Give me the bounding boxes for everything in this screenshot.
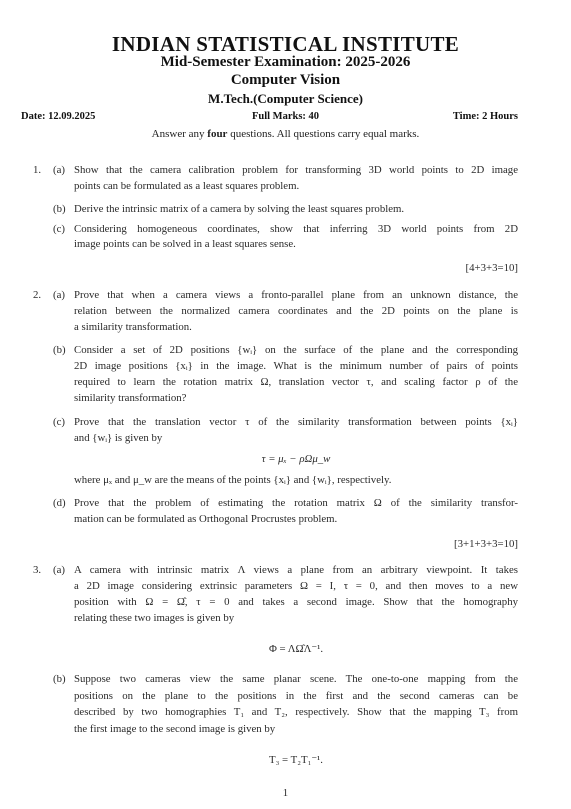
question-text: the first image to the second image is given by <box>74 723 276 735</box>
question-text: where μₓ and μ_w are the means of the points {xᵢ} and {wᵢ}, respectively. <box>74 474 392 486</box>
course-name: Computer Vision <box>230 72 341 88</box>
question-text: required to learn the rotation matrix Ω, translation vector τ, and scaling factor ρ of the <box>74 376 518 388</box>
question-text: relating these two images is given by <box>74 612 235 624</box>
page-number: 1 <box>282 787 289 799</box>
question-text: a similarity transformation. <box>74 321 192 333</box>
marks-allocation: [3+1+3+3=10] <box>454 538 518 550</box>
exam-title: Mid-Semester Examination: 2025-2026 <box>160 54 411 70</box>
question-text: Show that the camera calibration problem for transforming 3D world points to 2D image <box>74 164 518 176</box>
question-text: Consider a set of 2D positions {wᵢ} on the surface of the plane and the corresponding <box>74 344 518 356</box>
question-number: 1. <box>33 164 42 176</box>
part-label: (a) <box>53 564 65 576</box>
instructions: Answer any four questions. All questions carry equal marks. <box>151 128 420 140</box>
question-text: 2D image positions {xᵢ} in the image. What is the minimum number of pairs of points <box>74 360 518 372</box>
part-label: (a) <box>53 289 65 301</box>
question-text: positions on the plane to the positions in the first and the second cameras can be <box>74 690 518 702</box>
part-label: (c) <box>53 416 65 428</box>
full-marks: Full Marks: 40 <box>251 111 320 122</box>
part-label: (d) <box>53 497 66 509</box>
question-text: Derive the intrinsic matrix of a camera by solving the least squares problem. <box>74 203 405 215</box>
institute-name: INDIAN STATISTICAL INSTITUTE <box>111 32 460 56</box>
question-text: position with Ω = Ω̂, τ = 0 and takes a second image. Show that the homography <box>74 596 518 608</box>
part-label: (b) <box>53 673 66 685</box>
equation: T₃ = T₂T₁⁻¹. <box>268 754 323 766</box>
question-text: A camera with intrinsic matrix Λ views a plane from an arbitrary viewpoint. It takes <box>74 564 518 576</box>
question-text: relation between the normalized camera coordinates and the 2D points on the plane is <box>74 305 518 317</box>
question-text: a 2D image considering extrinsic parameters Ω = I, τ = 0, and then moves to a new <box>74 580 518 592</box>
question-text: mation can be formulated as Orthogonal Procrustes problem. <box>74 513 338 525</box>
marks-allocation: [4+3+3=10] <box>465 262 518 274</box>
question-text: described by two homographies T₁ and T₂, respectively. Show that the mapping T₃ from <box>74 706 518 718</box>
equation: τ = μₓ − ρΩμ_w <box>261 453 331 465</box>
question-text: Prove that the problem of estimating the rotation matrix Ω of the similarity transfor- <box>74 497 518 509</box>
part-label: (c) <box>53 223 65 235</box>
program-name: M.Tech.(Computer Science) <box>208 91 363 106</box>
question-text: Suppose two cameras view the same planar scene. The one-to-one mapping from the <box>74 673 518 685</box>
equation: Φ = ΛΩ̂Λ⁻¹. <box>268 643 324 655</box>
question-text: Prove that when a camera views a fronto-parallel plane from an unknown distance, the <box>74 289 518 301</box>
part-label: (b) <box>53 203 66 215</box>
question-text: Considering homogeneous coordinates, show that inferring 3D world points from 2D <box>74 223 518 235</box>
part-label: (a) <box>53 164 65 176</box>
question-number: 2. <box>33 289 42 301</box>
question-text: image points can be solved in a least squares sense. <box>74 238 296 250</box>
exam-date: Date: 12.09.2025 <box>21 111 96 122</box>
question-text: similarity transformation? <box>74 392 187 404</box>
question-text: points can be formulated as a least squares problem. <box>74 180 300 192</box>
question-text: Prove that the translation vector τ of the similarity transformation between points {xᵢ} <box>74 416 518 428</box>
question-number: 3. <box>33 564 42 576</box>
part-label: (b) <box>53 344 66 356</box>
exam-duration: Time: 2 Hours <box>452 111 518 122</box>
question-text: and {wᵢ} is given by <box>74 432 163 444</box>
